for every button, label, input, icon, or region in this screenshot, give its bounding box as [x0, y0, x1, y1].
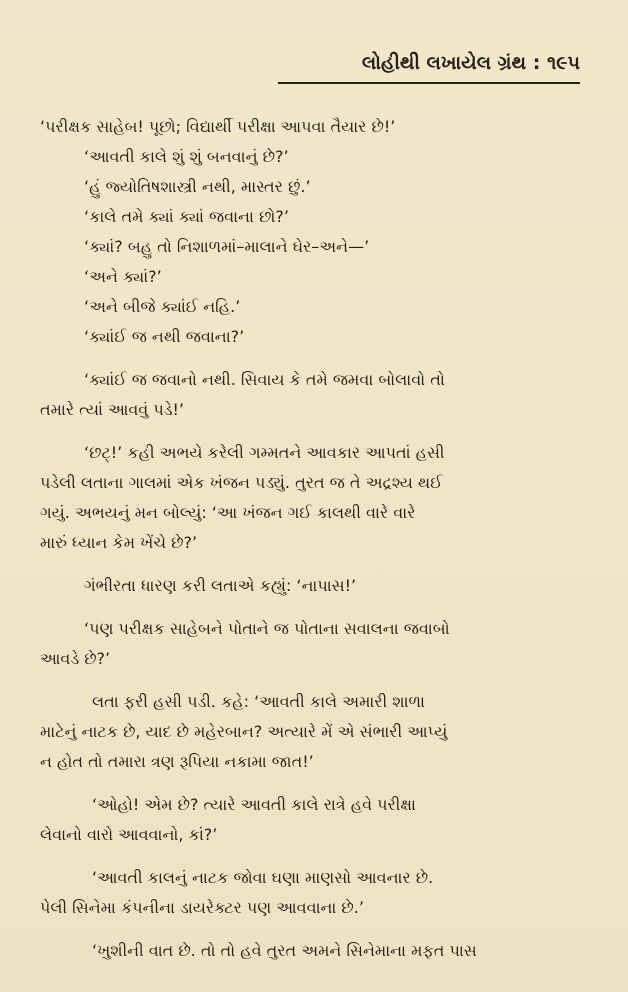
- text-line: ગયું. અભયનું મન બોલ્યું: ‘આ ખંજન ગઈ કાલથી વારે વારે: [40, 503, 416, 522]
- paragraph-gap: [40, 850, 600, 863]
- paragraph-gap: [40, 923, 600, 936]
- text-line: ‘છટ્!’ કહી અભયે કરેલી ગમ્મતને આવકાર આપતાં હસી: [84, 443, 445, 462]
- paragraph-gap: [40, 777, 600, 790]
- text-line: ‘ક્યાંઈ જ નથી જવાના?’: [84, 327, 245, 346]
- text-line: ‘પરીક્ષક સાહેબ! પૂછો; વિદ્યાર્થી પરીક્ષા આપવા તૈયાર છે!’: [40, 117, 396, 136]
- paragraph-gap: [40, 601, 600, 614]
- paragraph-gap: [40, 558, 600, 571]
- text-line: ‘ક્યાં? બહુ તો નિશાળમાં–માલાને ઘેર–અને—’: [84, 237, 370, 256]
- paragraph-gap: [40, 674, 600, 687]
- text-line: ‘કાલે તમે ક્યાં ક્યાં જવાના છો?’: [84, 207, 289, 226]
- body-text: [40, 112, 600, 966]
- text-line: ‘આવતી કાલે શું શું બનવાનું છે?’: [84, 147, 289, 166]
- text-line: ન હોત તો તમારા ત્રણ રૂપિયા નકામા જાત!’: [40, 752, 314, 771]
- text-line: તમારે ત્યાં આવવું પડે!’: [40, 400, 185, 419]
- paragraph-gap: [40, 425, 600, 438]
- text-line: પડેલી લતાના ગાલમાં એક ખંજન પડ્યું. તુરત જ તે અદ્રશ્ય થઈ: [40, 473, 443, 492]
- running-head: [0, 46, 628, 86]
- running-head-rule: [278, 82, 580, 84]
- text-line: લતા ફરી હસી પડી. કહે: ‘આવતી કાલે અમારી શાળા: [92, 692, 425, 711]
- text-line: પેલી સિનેમા કંપનીના ડાયરેક્ટર પણ આવવાના છે.’: [40, 898, 364, 917]
- text-line: ‘ઓહો! એમ છે? ત્યારે આવતી કાલે રાત્રે હવે પરીક્ષા: [92, 795, 416, 814]
- text-line: ‘અને બીજે ક્યાંઈ નહિ.’: [84, 297, 241, 316]
- text-line: ‘ખુશીની વાત છે. તો તો હવે તુરત અમને સિનેમાના મફત પાસ: [92, 941, 477, 960]
- text-line: ‘અને ક્યાં?’: [84, 267, 162, 286]
- running-head-title: લોહીથી લખાયેલ ગ્રંથ : ૧૯૫: [361, 52, 580, 74]
- text-line: લેવાનો વારો આવવાનો, કાં?’: [40, 825, 218, 844]
- text-line: ‘આવતી કાલનું નાટક જોવા ઘણા માણસો આવનાર છે.: [92, 868, 434, 887]
- text-line: ‘ક્યાંઈ જ જવાનો નથી. સિવાય કે તમે જમવા બોલાવો તો: [84, 370, 445, 389]
- text-line: માટેનું નાટક છે, યાદ છે મહેરબાન? અત્યારે મેં એ સંભારી આપ્યું: [40, 722, 448, 741]
- text-line: ‘પણ પરીક્ષક સાહેબને પોતાને જ પોતાના સવાલના જવાબો: [84, 619, 450, 638]
- text-line: ‘હું જ્યોતિષશાસ્ત્રી નથી, માસ્તર છું.’: [84, 177, 311, 196]
- text-line: આવડે છે?’: [40, 649, 111, 668]
- paragraph-gap: [40, 352, 600, 365]
- text-line: મારું ધ્યાન કેમ ખેંચે છે?’: [40, 533, 198, 552]
- text-line: ગંભીરતા ધારણ કરી લતાએ કહ્યું: ‘નાપાસ!’: [84, 576, 357, 595]
